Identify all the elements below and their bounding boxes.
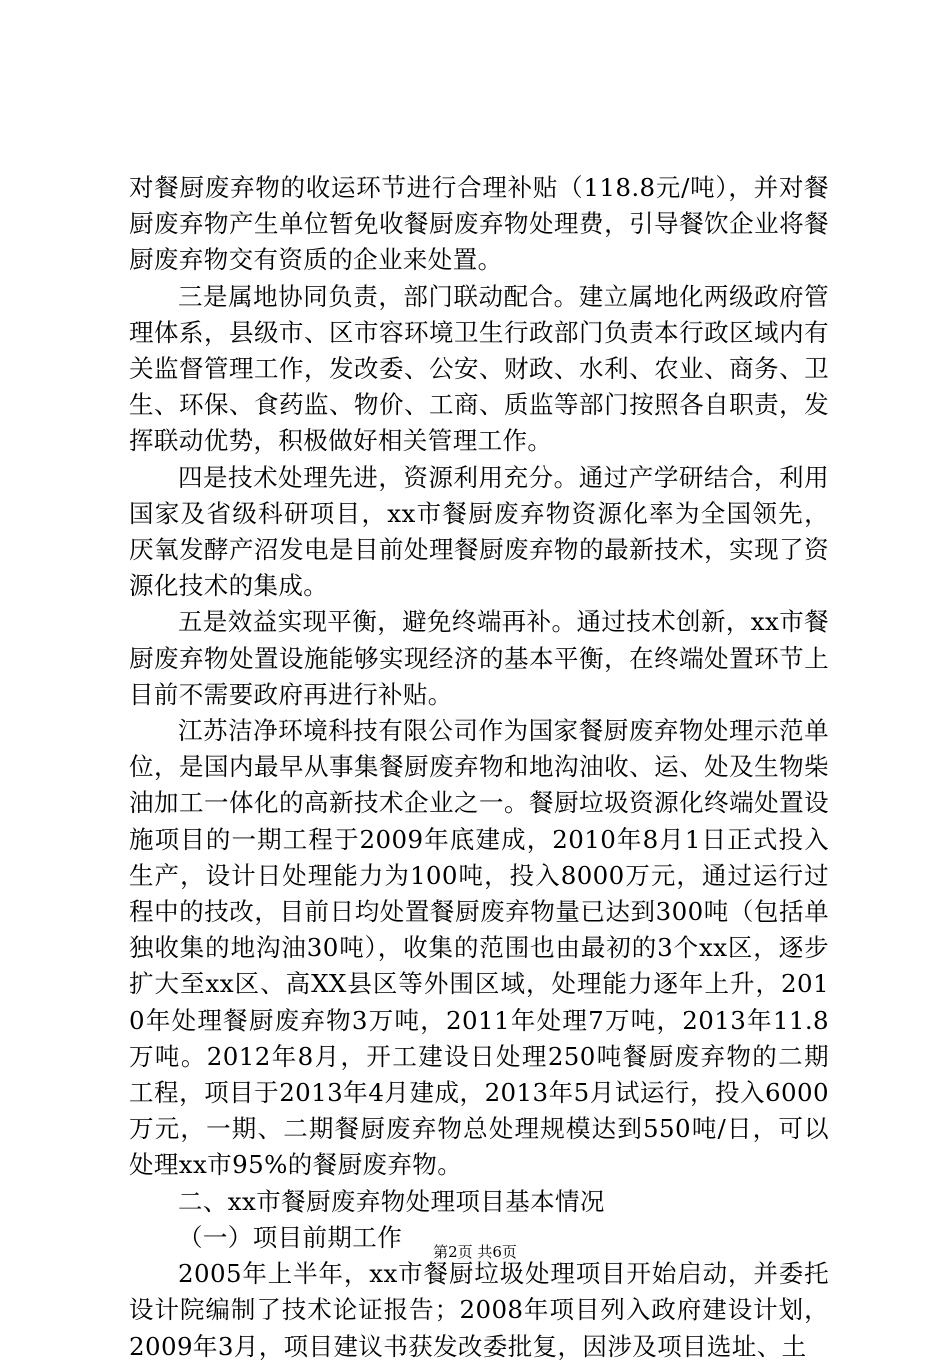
subsection-heading: （一）项目前期工作 xyxy=(178,1222,403,1252)
paragraph-point-three: 三是属地协同负责，部门联动配合。建立属地化两级政府管理体系，县级市、区市容环境卫生行政部门负责本行政区域内有关监督管理工作，发改委、公安、财政、水利、农业、商务、卫生、环保、食药监、物价、工商、质监等部门按照各自职责，发挥联动优势，积极做好相关管理工作。 xyxy=(129,281,829,456)
document-body xyxy=(129,170,829,1365)
paragraph-point-four: 四是技术处理先进，资源利用充分。通过产学研结合，利用国家及省级科研项目，xx市餐厨废弃物资源化率为全国领先，厌氧发酵产沼发电是目前处理餐厨废弃物的最新技术，实现了资源化技术的集成。 xyxy=(129,462,829,601)
section-heading: 二、xx市餐厨废弃物处理项目基本情况 xyxy=(178,1186,605,1216)
paragraph-point-five: 五是效益实现平衡，避免终端再补。通过技术创新，xx市餐厨废弃物处置设施能够实现经济的基本平衡，在终端处置环节上目前不需要政府再进行补贴。 xyxy=(129,607,829,709)
paragraph-project-history: 2005年上半年，xx市餐厨垃圾处理项目开始启动，并委托设计院编制了技术论证报告；2008年项目列入政府建设计划，2009年3月，项目建议书获发改委批复，因涉及项目选址、土 xyxy=(129,1259,829,1361)
paragraph-subsidy-continuation: 对餐厨废弃物的收运环节进行合理补贴（118.8元/吨），并对餐厨废弃物产生单位暂免收餐厨废弃物处理费，引导餐饮企业将餐厨废弃物交有资质的企业来处置。 xyxy=(129,173,829,275)
paragraph-company-intro: 江苏洁净环境科技有限公司作为国家餐厨废弃物处理示范单位，是国内最早从事集餐厨废弃物和地沟油收、运、处及生物柴油加工一体化的高新技术企业之一。餐厨垃圾资源化终端处置设施项目的一期工程于2009年底建成，2010年8月1日正式投入生产，设计日处理能力为100吨，投入8000万元，通过运行过程中的技改，目前日均处置餐厨废弃物量已达到300吨（包括单独收集的地沟油30吨），收集的范围也由最初的3个xx区，逐步扩大至xx区、高XX县区等外围区域，处理能力逐年上升，2010年处理餐厨废弃物3万吨，2011年处理7万吨，2013年11.8万吨。2012年8月，开工建设日处理250吨餐厨废弃物的二期工程，项目于2013年4月建成，2013年5月试运行，投入6000万元，一期、二期餐厨废弃物总处理规模达到550吨/日，可以处理xx市95%的餐厨废弃物。 xyxy=(129,716,829,1180)
page-footer: 第2页 共6页 xyxy=(433,1243,517,1261)
